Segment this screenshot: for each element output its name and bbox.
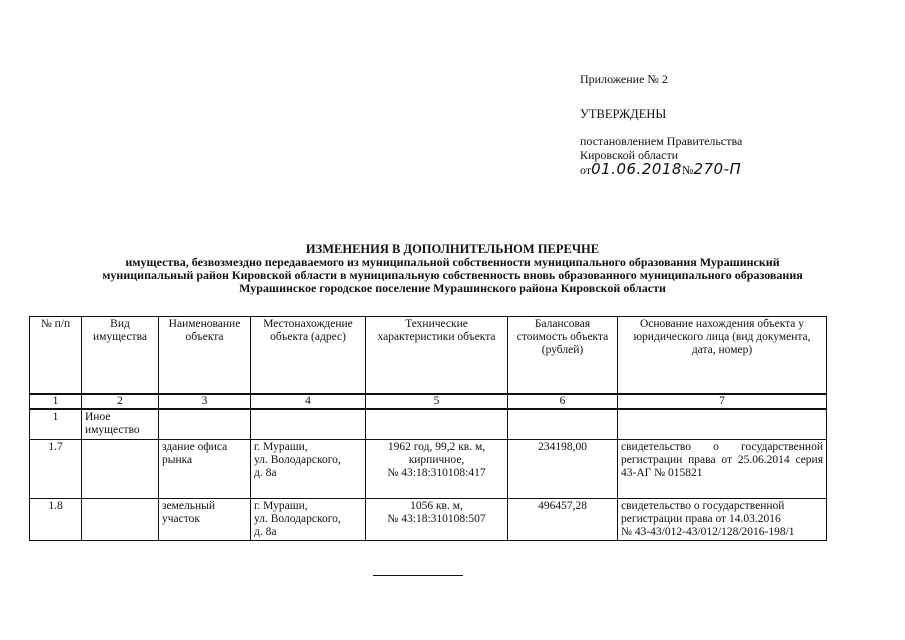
section-type: Иное имущество [82, 409, 159, 440]
title-line3: муниципальный район Кировской области в муниципальную собственность вновь образованного муниципального образования [102, 268, 803, 282]
title-main: ИЗМЕНЕНИЯ В ДОПОЛНИТЕЛЬНОМ ПЕРЕЧНЕ [305, 242, 600, 256]
row-tech [366, 499, 508, 541]
closing-line [373, 575, 463, 576]
address-line: г. Мураши, [254, 441, 308, 453]
approved-label: УТВЕРЖДЕНЫ [580, 107, 667, 121]
header-type: Вид имущества [82, 317, 159, 395]
handwritten-number: 270-П [693, 160, 742, 178]
document-title [0, 243, 905, 295]
table-header-row [30, 317, 827, 395]
address-line: ул. Володарского, [254, 454, 341, 466]
row-num: 1.7 [30, 440, 82, 499]
tech-line: 1962 год, 99,2 кв. м, [387, 441, 486, 453]
row-tech [366, 440, 508, 499]
row-num: 1.8 [30, 499, 82, 541]
header-basis: Основание нахождения объекта у юридического лица (вид документа, дата, номер) [618, 317, 827, 395]
handwritten-date: 01.06.2018 [591, 160, 682, 178]
colnum-5: 5 [366, 394, 508, 409]
tech-line: кирпичное, [408, 454, 465, 466]
row-basis: свидетельство о государственной регистрации права от 25.06.2014 серия 43-АГ № 015821 [618, 440, 827, 499]
basis-line: № 43-43/012-43/012/128/2016-198/1 [621, 526, 795, 538]
table-row [30, 499, 827, 541]
tech-line: № 43:18:310108:507 [387, 513, 486, 525]
from-prefix: от [580, 163, 592, 177]
colnum-4: 4 [251, 394, 366, 409]
approval-date-line [580, 162, 880, 177]
approved-by-line1: постановлением Правительства [580, 134, 743, 148]
header-num: № п/п [30, 317, 82, 395]
row-basis [618, 499, 827, 541]
basis-line: свидетельство о государственной [621, 500, 785, 512]
address-line: г. Мураши, [254, 500, 308, 512]
tech-line: № 43:18:310108:417 [387, 467, 486, 479]
header-tech: Технические характеристики объекта [366, 317, 508, 395]
address-line: ул. Володарского, [254, 513, 341, 525]
colnum-7: 7 [618, 394, 827, 409]
row-address [251, 440, 366, 499]
appendix-label: Приложение № 2 [580, 72, 668, 86]
section-row [30, 409, 827, 440]
colnum-1: 1 [30, 394, 82, 409]
tech-line: 1056 кв. м, [410, 500, 463, 512]
row-name: здание офиса рынка [159, 440, 251, 499]
row-value: 496457,28 [508, 499, 618, 541]
colnum-6: 6 [508, 394, 618, 409]
title-line2: имущества, безвозмездно передаваемого из муниципальной собственности муниципального образования Мурашинский [125, 255, 780, 269]
row-address [251, 499, 366, 541]
colnum-2: 2 [82, 394, 159, 409]
property-table [29, 316, 827, 541]
table-row [30, 440, 827, 499]
row-value: 234198,00 [508, 440, 618, 499]
colnum-3: 3 [159, 394, 251, 409]
row-name: земельный участок [159, 499, 251, 541]
column-number-row [30, 394, 827, 409]
header-name: Наименование объекта [159, 317, 251, 395]
address-line: д. 8а [254, 526, 277, 538]
basis-line: регистрации права от 14.03.2016 [621, 513, 781, 525]
header-address: Местонахождение объекта (адрес) [251, 317, 366, 395]
section-num: 1 [30, 409, 82, 440]
header-value: Балансовая стоимость объекта (рублей) [508, 317, 618, 395]
approval-block [580, 72, 880, 177]
title-line4: Мурашинское городское поселение Мурашинского района Кировской области [239, 281, 666, 295]
address-line: д. 8а [254, 467, 277, 479]
approved-by-line2: Кировской области [580, 148, 679, 162]
number-prefix: № [681, 163, 694, 177]
